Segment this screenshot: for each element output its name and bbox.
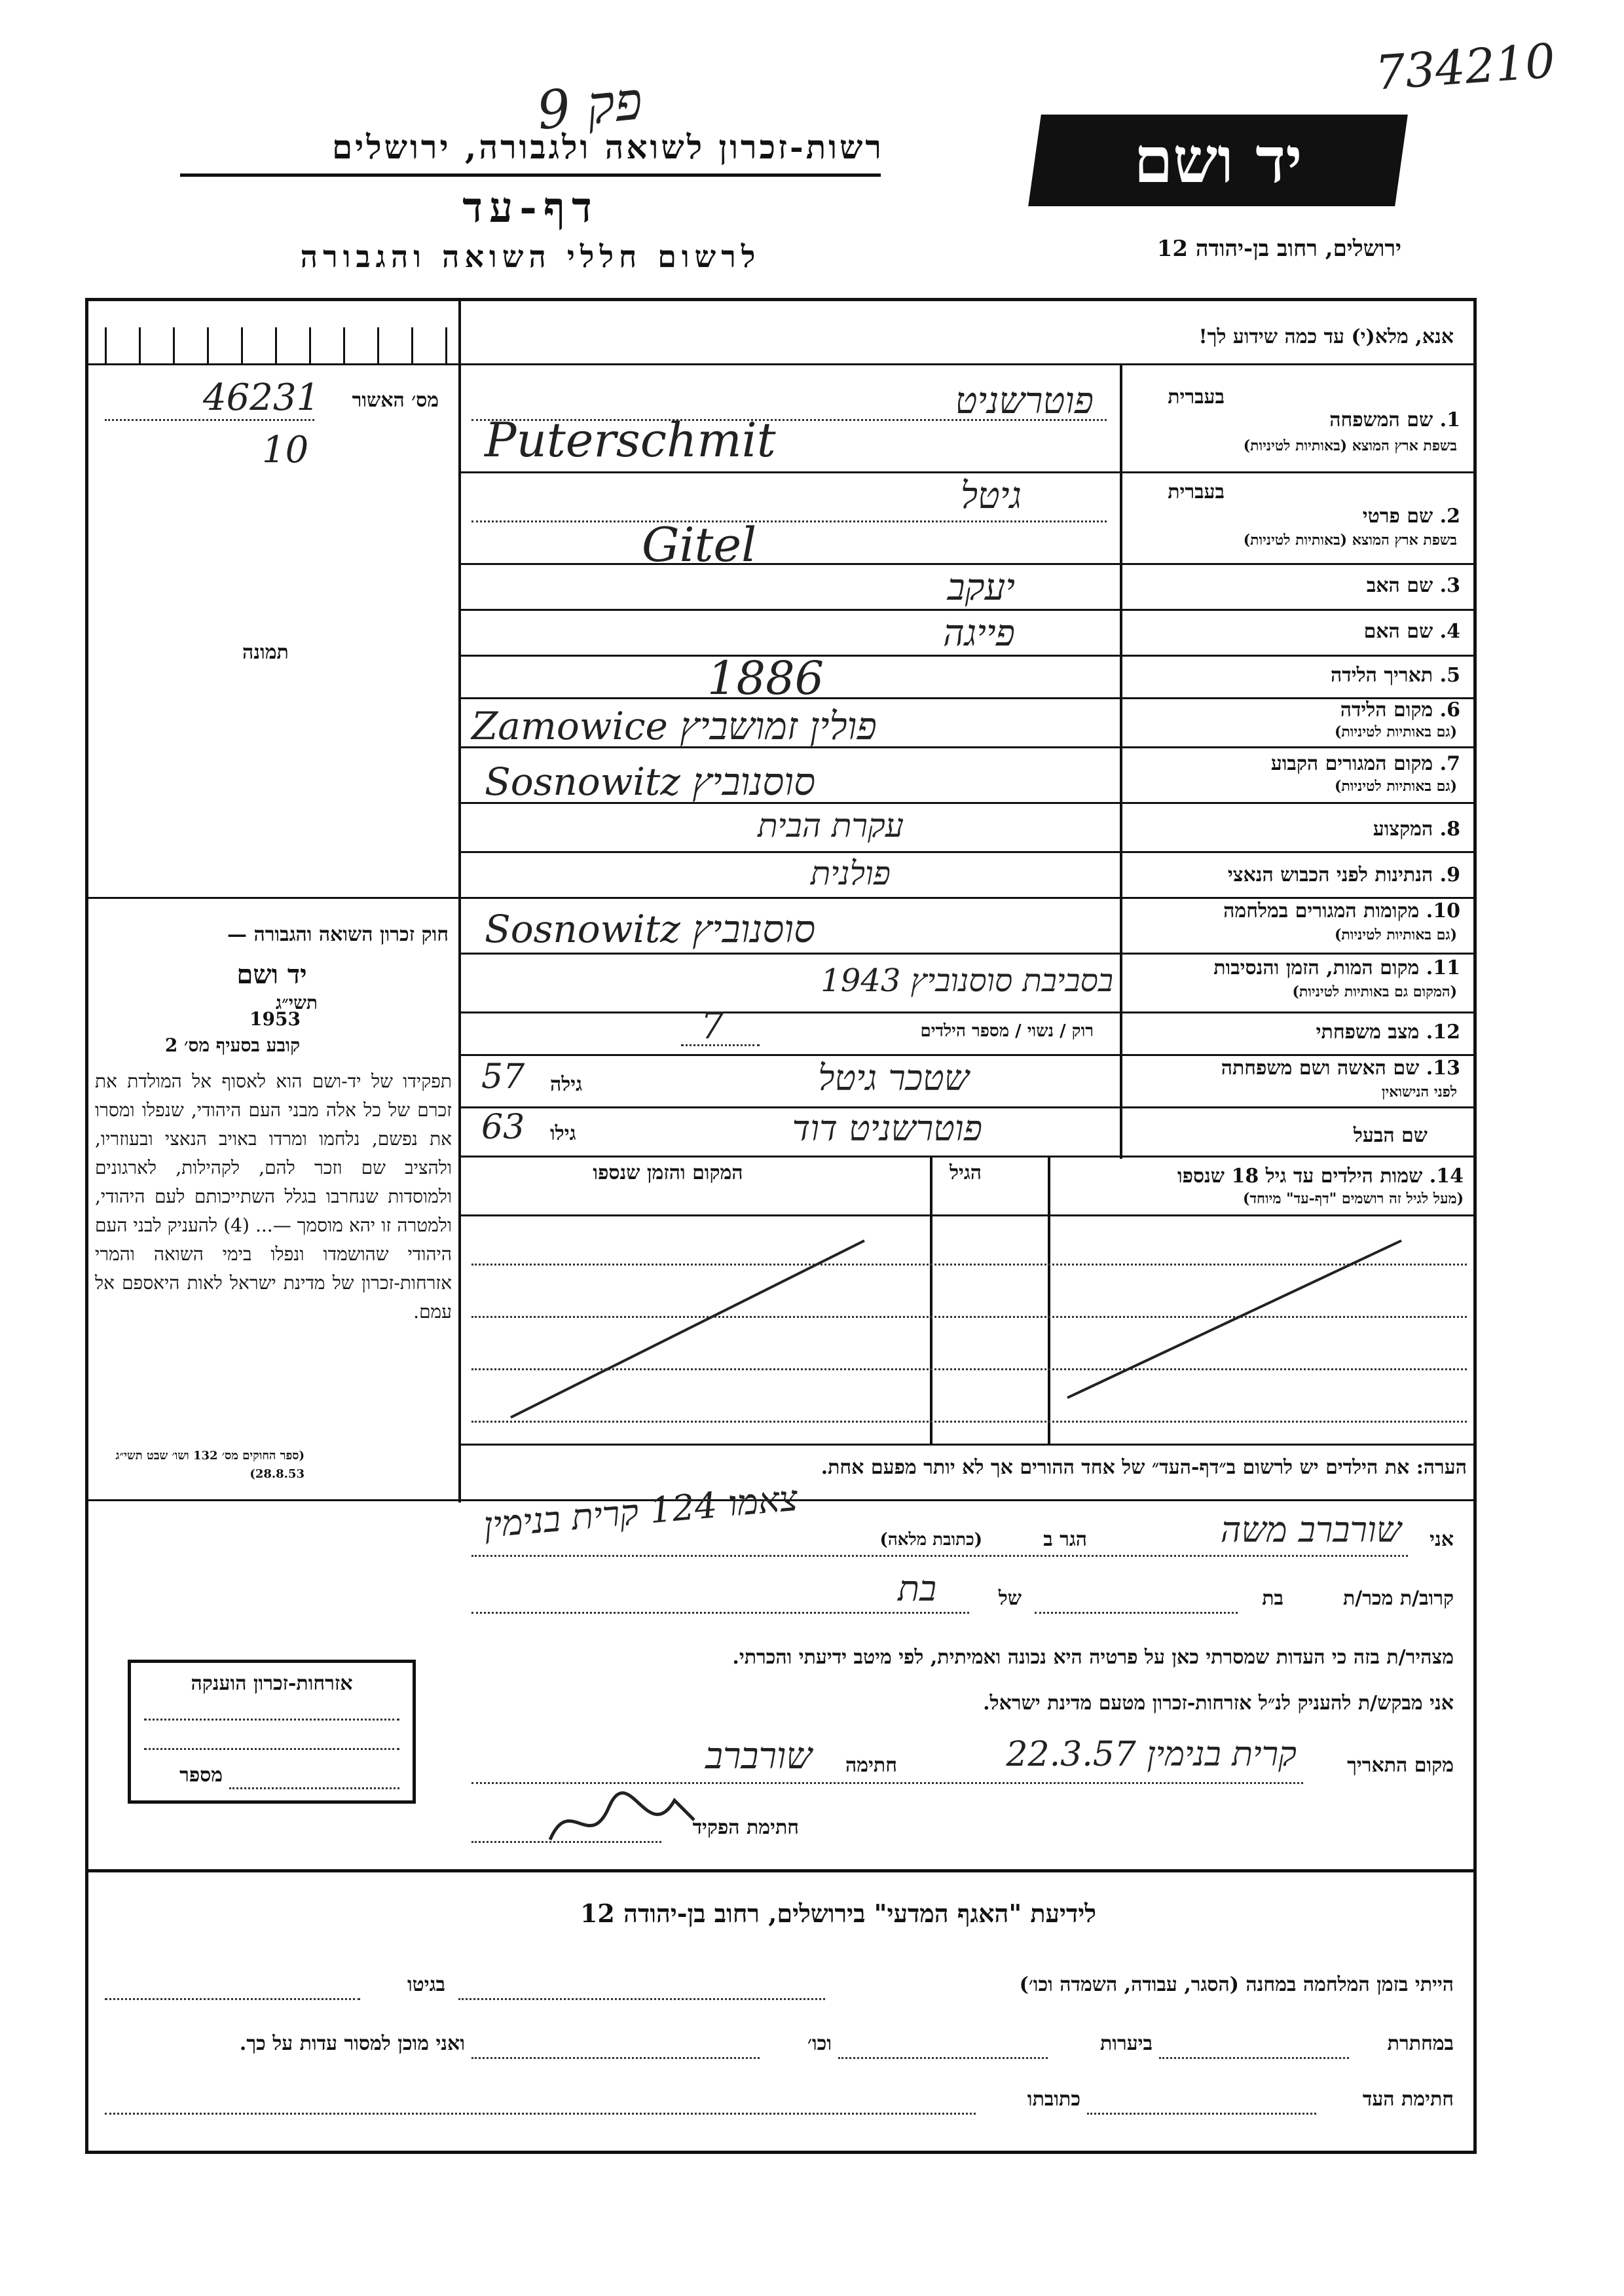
row12-num: 12. [1426, 1021, 1460, 1044]
declarant-resides: הגר ב [1043, 1528, 1087, 1551]
place-date-label: מקום התאריך [1347, 1754, 1454, 1777]
tick-row-bottom [88, 363, 458, 365]
children-strike-marks [458, 1214, 1477, 1444]
law-text: תפקידו של יד-ושם הוא לאסוף אל המולדת את זכרם של כל אלה מבני העם היהודי, שנפלו ומסרו את נפשם, נלחמו ומרדו באויב הנאצי ובעוזריו, ולהציב שם וזכר להם, לקהילות, לארגונים ולמוסדות שנחרבו בגלל השתייכותם לעם היהודי, ולמטרה זו יהא מוסמך —... (4) להעניק לבני העם היהודי שהושמדו ונפלו בימי השואה והמרי אזרחות-זכרון של מדינת ישראל לאות היאספם אל עמם. [95, 1070, 452, 1322]
tick-marks [105, 327, 452, 363]
row3-value: יעקב [947, 566, 1015, 609]
officer-signature-scribble [544, 1781, 701, 1859]
row11-num: 11. [1426, 957, 1460, 979]
row7-value: Sosnowitz סוסנוביץ [485, 759, 816, 804]
form-intro: אנא, מלא(י) עד כמה שידוע לך! [1198, 325, 1454, 348]
relation-bat: בת [1262, 1587, 1283, 1610]
approval-line [105, 419, 314, 421]
left-panel-bottom [88, 1499, 458, 1501]
declarant-address-hint: (כתובת מלאה) [879, 1530, 982, 1550]
row7-sub: (גם באותיות לטיניות) [1334, 778, 1457, 795]
row9-value: פולנית [810, 854, 891, 892]
section14-bottom [458, 1444, 1477, 1446]
logo-text: יד ושם [1134, 123, 1302, 197]
row5-title: תאריך הלידה [1331, 664, 1433, 687]
row6-value: Zamowice פולין זמושביץ [471, 704, 877, 748]
relation-line [1035, 1612, 1238, 1614]
row-sep [458, 609, 1477, 611]
row1-value-he: פוטרשניט [955, 380, 1094, 422]
memorial-citizenship-title: אזרחות-זכרון הוענקה [191, 1672, 353, 1695]
children-col-age: הגיל [950, 1161, 982, 1184]
header-address: ירושלים, רחוב בן-יהודה 12 [1156, 236, 1401, 262]
row1-title: שם המשפחה [1329, 409, 1433, 431]
row8-value: עקרת הבית [758, 807, 904, 845]
row6-title: מקום הלידה [1340, 699, 1433, 721]
row8-num: 8. [1439, 818, 1460, 841]
row12-line [681, 1044, 760, 1046]
bottom-line2-fill [471, 2057, 760, 2059]
row6-num: 6. [1439, 699, 1460, 721]
husband-label: שם הבעל [1353, 1124, 1428, 1147]
row11-label [1133, 957, 1460, 979]
bottom-line3-fill [1087, 2113, 1316, 2115]
row2-value-lat: Gitel [642, 517, 757, 572]
declarant-address: צאמו 124 קרית בנימין [481, 1477, 800, 1546]
authority-title: רשות-זכרון לשואה ולגבורה, ירושלים [331, 128, 884, 166]
bottom-line1-a: הייתי בזמן המלחמה במחנה (הסגר, עבודה, השמדה וכו׳) [1019, 1973, 1454, 1996]
bottom-line1-fill [458, 1998, 825, 2000]
row7-title: מקום המגורים הקבוע [1270, 752, 1433, 775]
row-sep [458, 655, 1477, 657]
row11-value: בסביבת סוסנוביץ 1943 [821, 962, 1113, 999]
row8-label [1133, 818, 1460, 841]
bottom-line3-b: כתובתו [1027, 2088, 1080, 2111]
law-clause: קובע בסעיף מס׳ 2 [164, 1034, 301, 1056]
law-reference: (ספר החוקים מס׳ 132 ושו׳ שבט תשי״ג 28.8.53) [115, 1449, 304, 1481]
row-sep [458, 1011, 1477, 1013]
box-line [144, 1748, 399, 1750]
declarant-name: שורברב משה [1220, 1509, 1401, 1550]
row1-label [1133, 409, 1460, 431]
row8-title: המקצוע [1373, 818, 1433, 841]
archive-number: 734210 [1373, 33, 1557, 101]
bottom-line1-fill [105, 1998, 360, 2000]
document-title: דף-עד [462, 183, 599, 232]
row-sep [458, 1156, 1477, 1157]
row9-label [1133, 864, 1460, 886]
label-column-divider [1120, 363, 1122, 1159]
bottom-line2-b: ביערות [1099, 2032, 1153, 2055]
photo-label: תמונה [242, 641, 289, 664]
children-title: 14. שמות הילדים עד גיל 18 שנספו [1177, 1165, 1464, 1188]
row13-title: שם האשה ושם משפחתה [1221, 1057, 1420, 1080]
row13-age-label: גילה [550, 1073, 583, 1096]
row-sep [458, 851, 1477, 853]
row10-label [1133, 900, 1460, 922]
row3-title: שם האב [1366, 574, 1433, 597]
declaration-text: מצהיר/ת בזה כי העדות שמסרתי כאן על פרטיה היא נכונה ואמיתית, לפי מיטב ידיעתי והכרתי. [732, 1646, 1454, 1669]
relation-value: בת [898, 1568, 936, 1609]
row7-num: 7. [1439, 752, 1460, 775]
row12-label [1133, 1021, 1460, 1044]
row1-num: 1. [1439, 409, 1460, 431]
row13-num: 13. [1426, 1057, 1460, 1080]
declarant-prefix: אני [1430, 1528, 1454, 1551]
document-subtitle: לרשום חללי השואה והגבורה [300, 239, 761, 274]
law-year: 1953 [249, 1008, 301, 1030]
husband-age-label: גילו [550, 1122, 576, 1145]
row5-value: 1886 [707, 651, 824, 705]
place-date-value: קרית בנימין 22.3.57 [1006, 1735, 1297, 1774]
strike-line [1067, 1241, 1401, 1398]
row4-value: פייגה [942, 612, 1015, 655]
row4-num: 4. [1439, 620, 1460, 643]
request-text: אני מבקש/ת להעניק לנ״ל אזרחות-זכרון מטעם מדינת ישראל. [983, 1692, 1454, 1715]
row11-sub: (המקום גם באותיות לטיניות) [1292, 983, 1457, 1000]
row-sep [458, 953, 1477, 955]
row2-title: שם פרטי [1362, 505, 1433, 528]
row9-num: 9. [1439, 864, 1460, 886]
row10-sub: (גם באותיות לטיניות) [1334, 926, 1457, 943]
box-number-line [229, 1787, 399, 1789]
row1-sub: בשפת ארץ המוצא (באותיות לטיניות) [1243, 437, 1457, 454]
row-sep [458, 471, 1477, 473]
approval-label: מס׳ האשור [352, 389, 439, 412]
approval-suffix: 10 [262, 429, 309, 471]
bottom-line2-fill [838, 2057, 1048, 2059]
row13-age: 57 [481, 1057, 525, 1097]
row10-num: 10. [1426, 900, 1460, 922]
row5-label [1133, 665, 1460, 687]
row12-status: רוק / נשוי / מספר הילדים [920, 1021, 1094, 1041]
relation-of: של [998, 1587, 1022, 1610]
row13-sub: לפני הנישואין [1381, 1084, 1457, 1101]
row10-value: Sosnowitz סוסנוביץ [485, 907, 816, 951]
row1-value-lat: Puterschmit [485, 412, 776, 467]
law-year-heb: תשי״ג [275, 992, 318, 1013]
row-sep [458, 897, 1477, 899]
row2-tag: בעברית [1168, 481, 1225, 503]
row6-label [1133, 699, 1460, 721]
bottom-line2-fill [1159, 2057, 1349, 2059]
row2-num: 2. [1439, 505, 1460, 528]
authority-underline [180, 173, 881, 177]
row5-num: 5. [1439, 664, 1460, 687]
signature-label: חתימה [845, 1754, 897, 1777]
children-registration-note: הערה: את הילדים יש לרשום ב״דף-העד״ של אחד ההורים אך לא יותר מפעם אחת. [821, 1456, 1467, 1479]
bottom-line1-b: בגיטו [407, 1973, 445, 1996]
row7-label [1133, 753, 1460, 775]
bottom-line2-c: וכו׳ [807, 2032, 832, 2055]
row-sep [458, 1054, 1477, 1056]
row12-title: מצב משפחתי [1316, 1021, 1420, 1044]
declarant-line [471, 1555, 1408, 1557]
bottom-line3-a: חתימת העד [1362, 2088, 1454, 2111]
approval-number: 46231 [203, 376, 320, 419]
row1-tag: בעברית [1168, 386, 1225, 409]
strike-line [511, 1241, 864, 1417]
bottom-line3-fill [105, 2113, 976, 2115]
box-line [144, 1719, 399, 1721]
law-title: חוק זכרון השואה והגבורה — [227, 923, 449, 946]
relation-line [471, 1612, 969, 1614]
row6-sub: (גם באותיות לטיניות) [1334, 723, 1457, 740]
bottom-title: לידיעת "האגף המדעי" בירושלים, רחוב בן-יהודה 12 [580, 1899, 1097, 1928]
page-annotation: פק 9 [534, 69, 646, 142]
row12-children-count: 7 [701, 1005, 724, 1048]
declarant-signature: שורברב [705, 1735, 812, 1777]
intro-row-line [458, 363, 1477, 365]
row3-num: 3. [1439, 574, 1460, 597]
row2-label [1133, 505, 1460, 528]
children-col-place: המקום והזמן שנספו [593, 1161, 743, 1184]
bottom-line2-a: במחתרת [1387, 2032, 1454, 2055]
bottom-section-top [88, 1869, 1473, 1872]
husband-value: פוטרשניט דוד [792, 1108, 982, 1149]
children-note: (מעל לגיל זה רושמים "דף-עד" מיוחד) [1243, 1190, 1464, 1207]
row13-label [1133, 1057, 1460, 1080]
row11-title: מקום המות, הזמן והנסיבות [1213, 957, 1420, 979]
row9-title: הנתינות לפני הכבוש הנאצי [1227, 864, 1433, 886]
relation-label: קרוב/ת מכר/ת [1342, 1587, 1454, 1610]
bottom-line2-d: ואני מוכן למסור עדות על כך. [239, 2032, 465, 2055]
officer-signature-label: חתימת הפקיד [692, 1816, 799, 1839]
row4-title: שם האם [1363, 620, 1433, 643]
row4-label [1133, 621, 1460, 643]
row13-value: שטכר גיטל [818, 1057, 969, 1099]
husband-age: 63 [481, 1108, 525, 1147]
photo-box-bottom [88, 897, 458, 899]
box-number-label: מספר [179, 1764, 223, 1787]
row2-sub: בשפת ארץ המוצא (באותיות לטיניות) [1243, 532, 1457, 549]
law-name: יד ושם [236, 959, 307, 990]
row10-title: מקומות המגורים במלחמה [1223, 900, 1420, 922]
row2-value-he: גיטל [960, 475, 1022, 517]
row3-label [1133, 575, 1460, 597]
